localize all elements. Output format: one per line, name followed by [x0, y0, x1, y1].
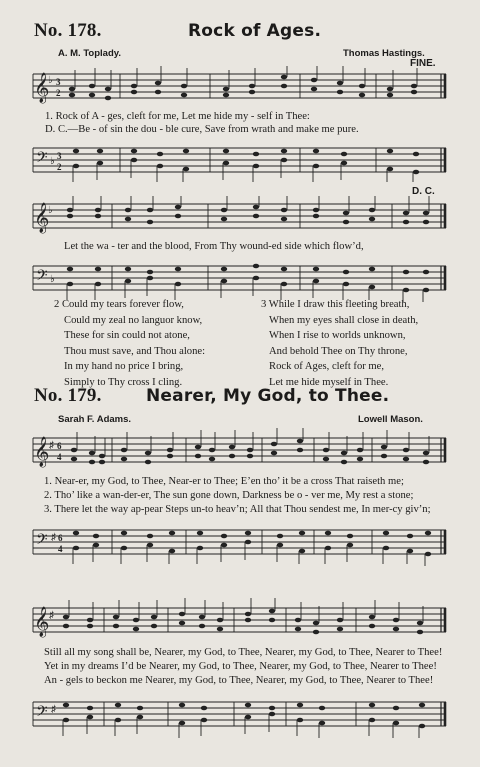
svg-text:2: 2 [56, 88, 61, 98]
hymn-179-verse-line-2: 2. Tho’ like a wan-der-er, The sun gone down, Darkness be o - ver me, My rest a stone; [44, 490, 414, 501]
hymn-178-staff-bass-1 [0, 138, 480, 184]
svg-text:𝄢: 𝄢 [36, 531, 48, 552]
svg-text:𝄞: 𝄞 [34, 203, 50, 233]
svg-text:𝄢: 𝄢 [36, 149, 48, 170]
svg-text:♭: ♭ [50, 156, 55, 167]
hymn-178-staff-treble-1 [0, 66, 480, 112]
hymn-179-verse-line-1: 1. Near-er, my God, to Thee, Near-er to Thee; E’en tho’ it be a cross That raiseth me; [44, 476, 404, 487]
verse-2-line: Simply to Thy cross I cling. [64, 376, 183, 388]
hymn-178-number: No. 178. [34, 20, 102, 41]
svg-text:𝄞: 𝄞 [34, 73, 50, 103]
hymn-178-lyric-line-1: 1. Rock of A - ges, cleft for me, Let me hide my - self in Thee: [45, 111, 310, 122]
verse-2-line: In my hand no price I bring, [64, 361, 184, 373]
svg-text:6: 6 [57, 441, 62, 451]
hymn-178-title: Rock of Ages. [188, 21, 322, 41]
verse-2-line: Thou must save, and Thou alone: [64, 345, 206, 357]
hymn-178-lyric-line-3: Let the wa - ter and the blood, From Thy wound-ed side which flow’d, [64, 241, 364, 252]
hymn-179-refrain-line-3: An - gels to beckon me Nearer, my God, to Thee, Nearer, my God, to Thee, Nearer to Thee! [44, 675, 434, 686]
svg-text:♯: ♯ [49, 440, 54, 451]
verse-2-line: 2 Could my tears forever flow, [54, 299, 184, 310]
svg-text:♯: ♯ [51, 532, 56, 543]
svg-text:𝄞: 𝄞 [34, 607, 50, 637]
hymn-179-staff-bass-2 [0, 692, 480, 740]
hymn-179-refrain-line-2: Yet in my dreams I’d be Nearer, my God, to Thee, Nearer, my God, to Thee, Nearer to Thee! [44, 661, 437, 672]
hymn-179-staff-treble-1 [0, 428, 480, 476]
fine-marking: FINE. [410, 58, 436, 69]
svg-text:6: 6 [58, 533, 63, 543]
hymn-179-number: No. 179. [34, 385, 102, 406]
svg-text:𝄞: 𝄞 [34, 437, 50, 467]
svg-text:♭: ♭ [50, 274, 55, 285]
verse-2-line: These for sin could not atone, [64, 330, 190, 342]
verse-3-line: When my eyes shall close in death, [269, 314, 419, 326]
svg-text:3: 3 [57, 151, 62, 161]
svg-text:♭: ♭ [48, 75, 53, 86]
hymn-178-verse-3 [261, 297, 418, 391]
hymn-178-words-credit: A. M. Toplady. [58, 48, 121, 59]
verse-3-line: Rock of Ages, cleft for me, [269, 361, 385, 373]
svg-text:𝄢: 𝄢 [36, 703, 48, 724]
svg-text:♯: ♯ [51, 704, 56, 715]
hymn-179-music-credit: Lowell Mason. [358, 414, 423, 425]
hymn-179-title: Nearer, My God, to Thee. [146, 386, 390, 406]
svg-text:2: 2 [57, 162, 62, 172]
hymn-178-lyric-line-2: D. C.—Be - of sin the dou - ble cure, Save from wrath and make me pure. [45, 124, 359, 135]
hymn-179-staff-bass-1 [0, 518, 480, 566]
svg-text:♭: ♭ [48, 205, 53, 216]
hymn-178-staff-treble-2 [0, 196, 480, 242]
verse-3-line: And behold Thee on Thy throne, [269, 345, 408, 357]
hymn-178-music-credit: Thomas Hastings. [343, 48, 425, 59]
svg-text:4: 4 [58, 544, 63, 554]
svg-text:3: 3 [56, 77, 61, 87]
svg-text:𝄢: 𝄢 [36, 267, 48, 288]
hymn-178-staff-bass-2 [0, 256, 480, 302]
hymn-179-staff-treble-2 [0, 598, 480, 646]
verse-2-line: Could my zeal no languor know, [64, 314, 203, 326]
verse-3-line: Let me hide myself in Thee. [269, 376, 389, 388]
hymn-179-words-credit: Sarah F. Adams. [58, 414, 132, 425]
verse-3-line: 3 While I draw this fleeting breath, [261, 299, 410, 310]
hymn-178-verse-2 [54, 297, 205, 391]
svg-text:4: 4 [57, 452, 62, 462]
verse-3-line: When I rise to worlds unknown, [269, 330, 406, 342]
da-capo-marking: D. C. [412, 186, 435, 197]
svg-text:♯: ♯ [49, 610, 54, 621]
hymn-179-verse-line-3: 3. There let the way ap-pear Steps un-to heav’n; All that Thou sendest me, In mer-cy giv’n; [44, 504, 431, 515]
hymn-179-refrain-line-1: Still all my song shall be, Nearer, my God, to Thee, Nearer, my God, to Thee, Nearer to Thee! [44, 647, 443, 658]
